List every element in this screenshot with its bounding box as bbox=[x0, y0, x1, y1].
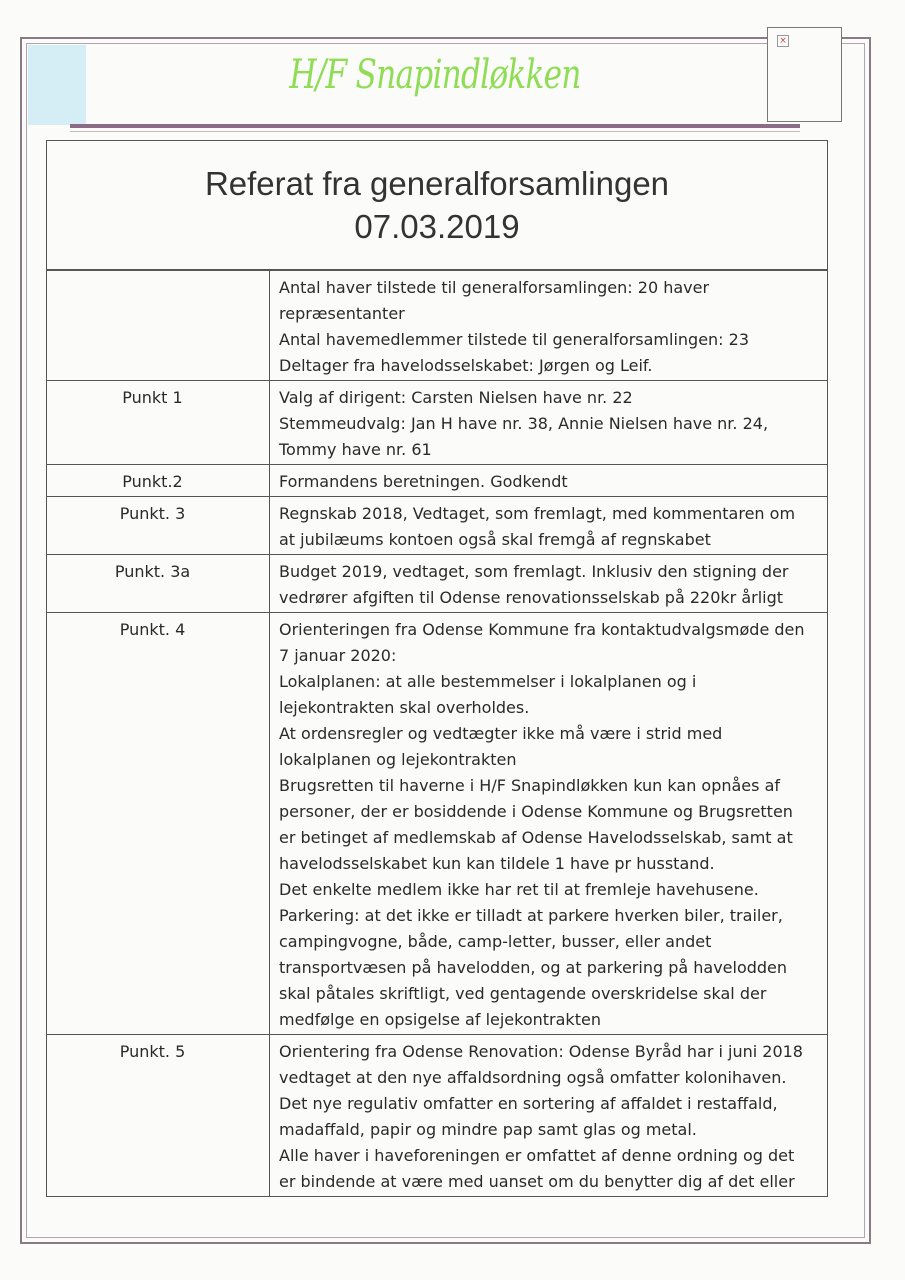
content-line: repræsentanter bbox=[279, 304, 405, 323]
content-line: er betinget af medlemskab af Odense Havelodsselskab, samt at bbox=[279, 828, 793, 847]
content-line: Formandens beretningen. Godkendt bbox=[279, 472, 568, 491]
content-line: Alle haver i haveforeningen er omfattet af denne ordning og det bbox=[279, 1146, 795, 1165]
content-line: Antal haver tilstede til generalforsamlingen: 20 haver bbox=[279, 278, 710, 297]
content-line: at jubilæums kontoen også skal fremgå af regnskabet bbox=[279, 530, 711, 549]
table-row bbox=[47, 271, 828, 381]
content-line: lokalplanen og lejekontrakten bbox=[279, 750, 517, 769]
content-line: Budget 2019, vedtaget, som fremlagt. Inklusiv den stigning der bbox=[279, 562, 789, 581]
document-title: Referat fra generalforsamlingen bbox=[204, 165, 670, 202]
table-row bbox=[47, 497, 828, 555]
table-row bbox=[47, 555, 828, 613]
content-line: Regnskab 2018, Vedtaget, som fremlagt, med kommentaren om bbox=[279, 504, 796, 523]
content-line: campingvogne, både, camp-letter, busser, eller andet bbox=[279, 932, 712, 951]
agenda-item-content bbox=[270, 555, 828, 613]
content-line: Orientering fra Odense Renovation: Odense Byråd har i juni 2018 bbox=[279, 1042, 803, 1061]
agenda-item-content bbox=[270, 497, 828, 555]
org-name-logo: H/F Snapindløkken bbox=[289, 52, 581, 98]
document-title-box bbox=[46, 140, 828, 270]
document-date: 07.03.2019 bbox=[354, 208, 520, 245]
content-line: transportvæsen på havelodden, og at parkering på havelodden bbox=[279, 958, 788, 977]
content-line: Deltager fra havelodsselskabet: Jørgen og Leif. bbox=[279, 356, 653, 375]
content-line: Det nye regulativ omfatter en sortering af affaldet i restaffald, bbox=[279, 1094, 778, 1113]
table-row bbox=[47, 613, 828, 1035]
table-row bbox=[47, 465, 828, 497]
content-line: Parkering: at det ikke er tilladt at parkere hverken biler, trailer, bbox=[279, 906, 783, 925]
agenda-item-label: Punkt. 4 bbox=[47, 613, 270, 1035]
content-line: vedtaget at den nye affaldsordning også omfatter kolonihaven. bbox=[279, 1068, 787, 1087]
agenda-item-content bbox=[270, 381, 828, 465]
table-row bbox=[47, 1035, 828, 1197]
content-line: At ordensregler og vedtægter ikke må være i strid med bbox=[279, 724, 723, 743]
content-line: skal påtales skriftligt, ved gentagende overskridelse skal der bbox=[279, 984, 767, 1003]
content-line: Tommy have nr. 61 bbox=[279, 440, 432, 459]
agenda-item-content bbox=[270, 1035, 828, 1197]
agenda-item-label: Punkt. 3 bbox=[47, 497, 270, 555]
logo-image-frame bbox=[767, 27, 842, 122]
content-line: er bindende at være med uanset om du benytter dig af det eller bbox=[279, 1172, 795, 1191]
content-line: personer, der er bosiddende i Odense Kommune og Brugsretten bbox=[279, 802, 793, 821]
content-line: havelodsselskabet kun kan tildele 1 have pr husstand. bbox=[279, 854, 715, 873]
broken-image-icon: × bbox=[777, 35, 789, 47]
agenda-item-content bbox=[270, 271, 828, 381]
content-line: Det enkelte medlem ikke har ret til at fremleje havehusene. bbox=[279, 880, 759, 899]
content-line: vedrører afgiften til Odense renovationsselskab på 220kr årligt bbox=[279, 588, 784, 607]
header-color-swatch bbox=[28, 45, 86, 125]
agenda-item-label: Punkt.2 bbox=[47, 465, 270, 497]
agenda-item-label bbox=[47, 271, 270, 381]
header-divider-thin bbox=[70, 131, 800, 132]
agenda-item-label: Punkt 1 bbox=[47, 381, 270, 465]
content-line: madaffald, papir og mindre pap samt glas og metal. bbox=[279, 1120, 697, 1139]
agenda-item-label: Punkt. 5 bbox=[47, 1035, 270, 1197]
content-line: Valg af dirigent: Carsten Nielsen have nr. 22 bbox=[279, 388, 633, 407]
content-line: Antal havemedlemmer tilstede til generalforsamlingen: 23 bbox=[279, 330, 750, 349]
agenda-item-content bbox=[270, 613, 828, 1035]
header-divider bbox=[70, 124, 800, 128]
table-row bbox=[47, 381, 828, 465]
content-line: Stemmeudvalg: Jan H have nr. 38, Annie Nielsen have nr. 24, bbox=[279, 414, 769, 433]
content-line: 7 januar 2020: bbox=[279, 646, 397, 665]
minutes-table bbox=[46, 270, 828, 1197]
content-line: Orienteringen fra Odense Kommune fra kontaktudvalgsmøde den bbox=[279, 620, 805, 639]
content-line: medfølge en opsigelse af lejekontrakten bbox=[279, 1010, 601, 1029]
content-line: lejekontrakten skal overholdes. bbox=[279, 698, 530, 717]
content-line: Lokalplanen: at alle bestemmelser i lokalplanen og i bbox=[279, 672, 697, 691]
agenda-item-label: Punkt. 3a bbox=[47, 555, 270, 613]
agenda-item-content bbox=[270, 465, 828, 497]
content-line: Brugsretten til haverne i H/F Snapindløkken kun kan opnåes af bbox=[279, 776, 781, 795]
